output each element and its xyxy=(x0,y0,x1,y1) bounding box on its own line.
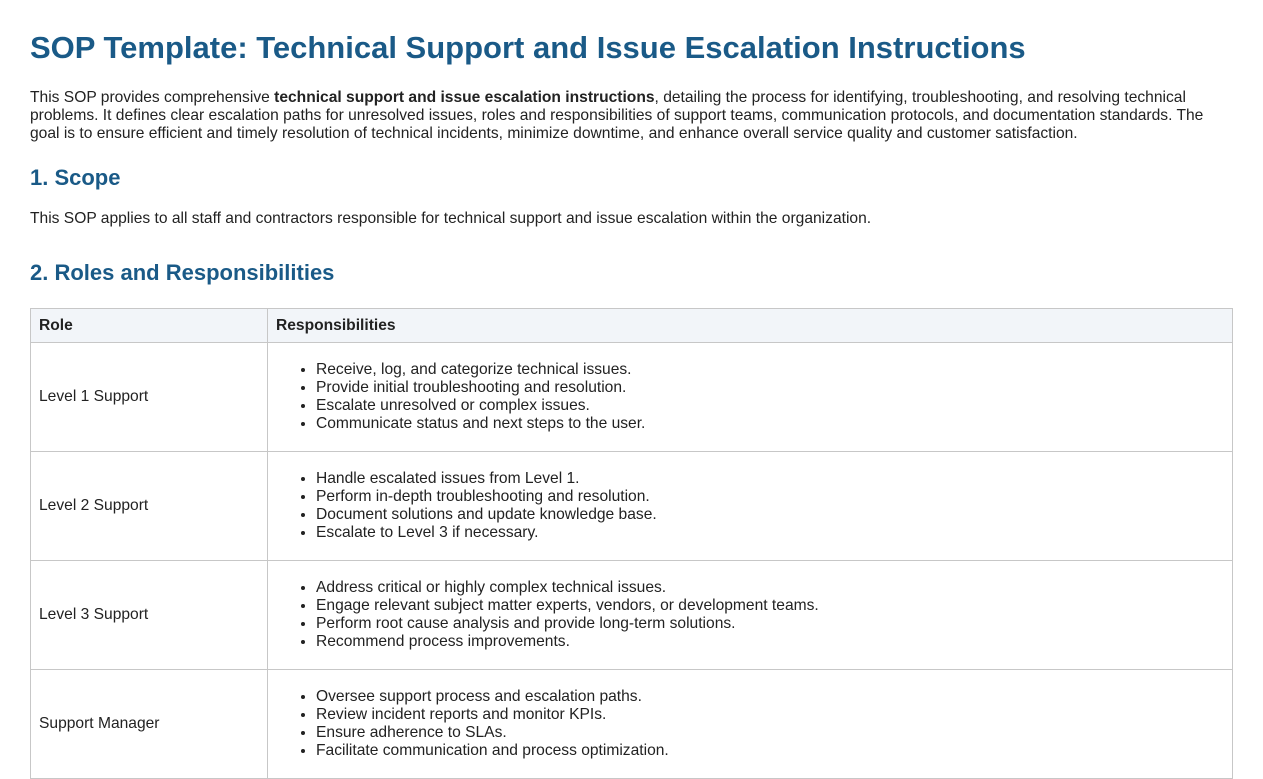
role-cell: Level 3 Support xyxy=(31,561,268,670)
roles-heading: 2. Roles and Responsibilities xyxy=(30,260,335,285)
responsibilities-list xyxy=(276,470,1224,542)
list-item: • Document solutions and update knowledge base. xyxy=(316,506,1224,524)
roles-table xyxy=(30,308,1233,779)
list-item: • Escalate to Level 3 if necessary. xyxy=(316,524,1224,542)
table-row xyxy=(31,343,1233,452)
page-title: SOP Template: Technical Support and Issue Escalation Instructions xyxy=(30,30,1026,65)
list-item: • Handle escalated issues from Level 1. xyxy=(316,470,1224,488)
list-item: • Provide initial troubleshooting and resolution. xyxy=(316,379,1224,397)
list-item: • Engage relevant subject matter experts, vendors, or development teams. xyxy=(316,597,1224,615)
responsibilities-cell xyxy=(268,670,1233,779)
responsibilities-cell xyxy=(268,452,1233,561)
list-item: • Facilitate communication and process optimization. xyxy=(316,742,1224,760)
intro-paragraph xyxy=(30,89,1233,143)
list-item: • Receive, log, and categorize technical issues. xyxy=(316,361,1224,379)
list-item: • Oversee support process and escalation paths. xyxy=(316,688,1224,706)
table-row xyxy=(31,452,1233,561)
scope-text: This SOP applies to all staff and contractors responsible for technical support and issue escalation within the organization. xyxy=(30,210,872,227)
table-row xyxy=(31,670,1233,779)
role-cell: Level 1 Support xyxy=(31,343,268,452)
intro-text-bold: technical support and issue escalation instructions xyxy=(274,89,655,106)
list-item: • Ensure adherence to SLAs. xyxy=(316,724,1224,742)
list-item: • Perform in-depth troubleshooting and resolution. xyxy=(316,488,1224,506)
role-cell: Level 2 Support xyxy=(31,452,268,561)
column-header-role: Role xyxy=(31,309,268,343)
list-item: • Recommend process improvements. xyxy=(316,633,1224,651)
table-row xyxy=(31,561,1233,670)
table-header-row xyxy=(31,309,1233,343)
intro-text-after: , detailing the process for identifying, troubleshooting, and resolving technical problems. It defines clear escalation paths for unresolved issues, roles and responsibilities of support teams, communication protocols, and documentation standards. The goal is to ensure efficient and timely resolution of technical incidents, minimize downtime, and enhance overall service quality and customer satisfaction. xyxy=(30,89,1204,142)
responsibilities-cell xyxy=(268,343,1233,452)
responsibilities-list xyxy=(276,688,1224,760)
responsibilities-list xyxy=(276,579,1224,651)
column-header-responsibilities: Responsibilities xyxy=(268,309,1233,343)
list-item: • Address critical or highly complex technical issues. xyxy=(316,579,1224,597)
intro-text-before: This SOP provides comprehensive xyxy=(30,89,275,106)
list-item: • Escalate unresolved or complex issues. xyxy=(316,397,1224,415)
responsibilities-cell xyxy=(268,561,1233,670)
scope-heading: 1. Scope xyxy=(30,165,121,190)
list-item: • Perform root cause analysis and provide long-term solutions. xyxy=(316,615,1224,633)
list-item: • Communicate status and next steps to the user. xyxy=(316,415,1224,433)
role-cell: Support Manager xyxy=(31,670,268,779)
list-item: • Review incident reports and monitor KPIs. xyxy=(316,706,1224,724)
responsibilities-list xyxy=(276,361,1224,433)
